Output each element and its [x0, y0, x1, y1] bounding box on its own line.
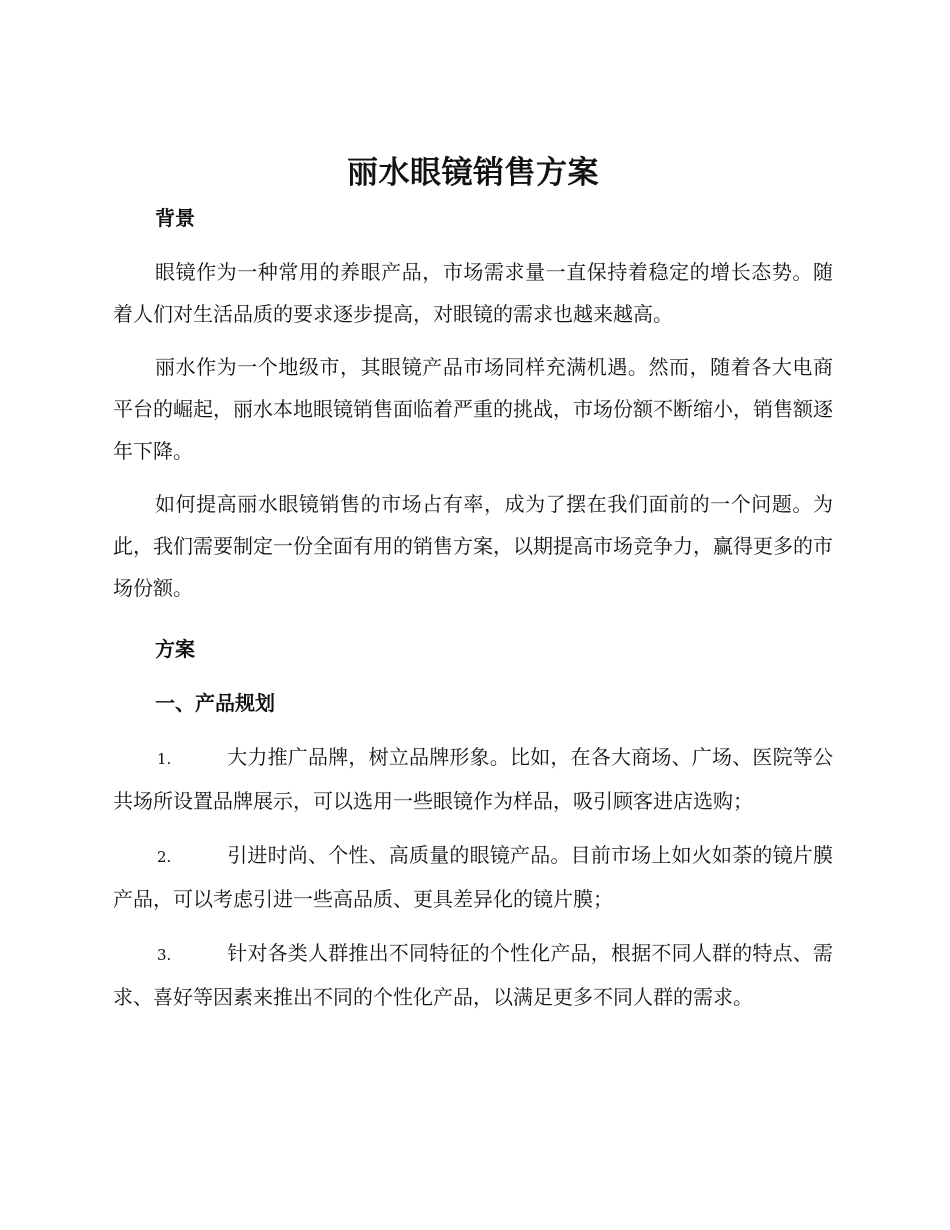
- background-paragraph-1: 眼镜作为一种常用的养眼产品，市场需求量一直保持着稳定的增长态势。随着人们对生活品质的要求逐步提高，对眼镜的需求也越来越高。: [113, 260, 833, 326]
- list-item-number: 1.: [157, 750, 172, 768]
- list-item-number: 2.: [157, 848, 172, 866]
- list-item-text: 大力推广品牌，树立品牌形象。比如，在各大商场、广场、医院等公共场所设置品牌展示，可以选用一些眼镜作为样品，吸引顾客进店选购；: [113, 745, 833, 813]
- list-item: [113, 932, 833, 1018]
- section-heading-product-planning: 一、产品规划: [155, 691, 275, 715]
- list-item-text: 引进时尚、个性、高质量的眼镜产品。目前市场上如火如荼的镜片膜产品，可以考虑引进一些高品质、更具差异化的镜片膜；: [113, 843, 833, 911]
- document-content: [113, 150, 833, 1018]
- list-item-text: 针对各类人群推出不同特征的个性化产品，根据不同人群的特点、需求、喜好等因素来推出不同的个性化产品，以满足更多不同人群的需求。: [113, 941, 833, 1009]
- background-paragraph-3: 如何提高丽水眼镜销售的市场占有率，成为了摆在我们面前的一个问题。为此，我们需要制定一份全面有用的销售方案，以期提高市场竞争力，赢得更多的市场份额。: [113, 492, 833, 600]
- document-title: 丽水眼镜销售方案: [347, 155, 599, 191]
- section-heading-plan: 方案: [155, 637, 195, 661]
- background-paragraph-2: 丽水作为一个地级市，其眼镜产品市场同样充满机遇。然而，随着各大电商平台的崛起，丽水本地眼镜销售面临着严重的挑战，市场份额不断缩小，销售额逐年下降。: [113, 355, 833, 463]
- list-item: [113, 834, 833, 920]
- list-item-number: 3.: [157, 946, 172, 964]
- section-heading-background: 背景: [155, 206, 195, 230]
- list-item: [113, 736, 833, 822]
